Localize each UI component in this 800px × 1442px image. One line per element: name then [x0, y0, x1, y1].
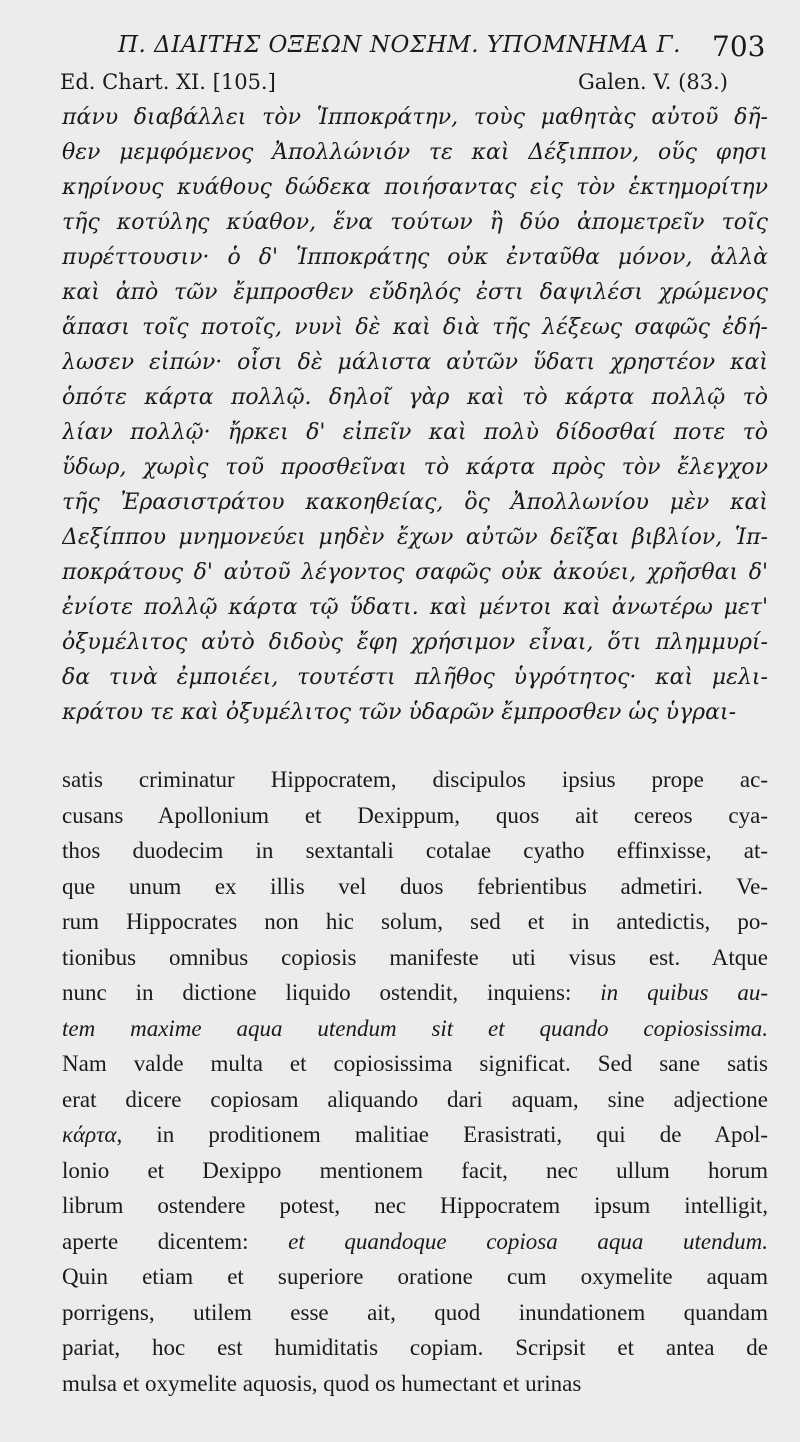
- latin-italic-segment: κάρτα: [62, 1122, 117, 1147]
- greek-line: λωσεν εἰπών· οἷσι δὲ μάλιστα αὐτῶν ὕδατι χρηστέον καὶ: [62, 350, 768, 375]
- running-head: [0, 30, 800, 70]
- greek-line: κράτου τε καὶ ὀξυμέλιτος τῶν ὑδαρῶν ἔμπροσθεν ὡς ὑγραι-: [62, 700, 737, 725]
- latin-line: [62, 975, 768, 1011]
- latin-line: [62, 833, 768, 869]
- greek-line: ἅπασι τοῖς ποτοῖς, νυνὶ δὲ καὶ διὰ τῆς λέξεως σαφῶς ἐδή-: [62, 315, 768, 340]
- latin-segment: , in proditionem malitiae Erasistrati, qui de Apol-: [116, 1122, 768, 1147]
- greek-line: κηρίνους κυάθους δώδεκα ποιήσαντας εἰς τὸν ἑκτημορίτην: [62, 175, 768, 200]
- latin-segment: librum ostendere potest, nec Hippocratem ipsum intelligit,: [62, 1193, 768, 1218]
- latin-line: [62, 1011, 768, 1047]
- greek-line: δα τινὰ ἐμποιέει, τουτέστι πλῆθος ὑγρότητος· καὶ μελι-: [62, 665, 768, 690]
- greek-line: ὕδωρ, χωρὶς τοῦ προσθεῖναι τὸ κάρτα πρὸς τὸν ἔλεγχον: [62, 455, 768, 480]
- greek-line: τῆς Ἐρασιστράτου κακοηθείας, ὃς Ἀπολλωνίου μὲν καὶ: [62, 490, 768, 515]
- edition-galen: Galen. V. (83.): [578, 70, 728, 94]
- latin-line: [62, 869, 768, 905]
- latin-segment: cusans Apollonium et Dexippum, quos ait cereos cya-: [62, 802, 768, 828]
- greek-line: θεν μεμφόμενος Ἀπολλώνιόν τε καὶ Δέξιππον, οὕς φησι: [62, 140, 768, 165]
- latin-text-block: [62, 762, 768, 1401]
- latin-segment: tionibus omnibus copiosis manifeste uti visus est. Atque: [62, 944, 768, 970]
- latin-segment: rum Hippocrates non hic solum, sed et in antedictis, po-: [62, 909, 768, 934]
- page-number: 703: [712, 30, 766, 63]
- edition-reference: [0, 70, 800, 100]
- greek-text-block: [62, 100, 768, 730]
- greek-line: καὶ ἀπὸ τῶν ἔμπροσθεν εὔδηλός ἐστι δαψιλέσι χρώμενος: [62, 280, 768, 305]
- greek-line: ὀξυμέλιτος αὐτὸ διδοὺς ἔφη χρήσιμον εἶναι, ὅτι πλημμυρί-: [62, 630, 768, 655]
- greek-line: λίαν πολλῷ· ἤρκει δ' εἰπεῖν καὶ πολὺ δίδοσθαί ποτε τὸ: [62, 420, 768, 445]
- latin-italic-segment: tem maxime aqua utendum sit et quando copiosissima.: [62, 1015, 768, 1041]
- latin-segment: aperte dicentem:: [62, 1228, 289, 1254]
- latin-line: [62, 904, 768, 940]
- latin-segment: Quin etiam et superiore oratione cum oxymelite aquam: [62, 1264, 768, 1289]
- latin-line: [62, 1295, 768, 1331]
- latin-segment: satis criminatur Hippocratem, discipulos ipsius prope ac-: [62, 767, 768, 792]
- latin-segment: Nam valde multa et copiosissima significat. Sed sane satis: [62, 1051, 768, 1076]
- latin-line: [62, 1224, 768, 1260]
- running-title: Π. ΔΙΑΙΤΗΣ ΟΞΕΩΝ ΝΟΣΗΜ. ΥΠΟΜΝΗΜΑ Γ.: [118, 32, 681, 58]
- edition-chartier: Ed. Chart. XI. [105.]: [60, 70, 276, 94]
- latin-line: [62, 1082, 768, 1118]
- greek-line: Δεξίππου μνημονεύει μηδὲν ἔχων αὐτῶν δεῖξαι βιβλίον, Ἱπ-: [62, 525, 768, 550]
- latin-italic-segment: in quibus au-: [600, 980, 768, 1005]
- greek-line: πυρέττουσιν· ὁ δ' Ἱπποκράτης οὐκ ἐνταῦθα μόνον, ἀλλὰ: [62, 245, 768, 270]
- latin-segment: nunc in dictione liquido ostendit, inquiens:: [62, 980, 601, 1005]
- latin-line: [62, 1046, 768, 1082]
- greek-line: ποκράτους δ' αὐτοῦ λέγοντος σαφῶς οὐκ ἀκούει, χρῆσθαι δ': [62, 560, 768, 585]
- latin-line: [62, 1259, 768, 1295]
- latin-line: [62, 1117, 768, 1153]
- latin-line: [62, 798, 768, 834]
- latin-segment: thos duodecim in sextantali cotalae cyatho effinxisse, at-: [62, 838, 768, 863]
- latin-line: [62, 1330, 768, 1366]
- latin-segment: erat dicere copiosam aliquando dari aquam, sine adjectione: [62, 1086, 768, 1112]
- latin-line: [62, 1366, 768, 1402]
- latin-line: [62, 1153, 768, 1189]
- latin-italic-segment: et quandoque copiosa aqua utendum.: [288, 1228, 768, 1254]
- latin-line: [62, 1188, 768, 1224]
- latin-line: [62, 762, 768, 798]
- latin-segment: que unum ex illis vel duos febrientibus admetiri. Ve-: [62, 873, 768, 899]
- greek-line: πάνυ διαβάλλει τὸν Ἱπποκράτην, τοὺς μαθητὰς αὐτοῦ δῆ-: [62, 105, 768, 130]
- greek-line: ὁπότε κάρτα πολλῷ. δηλοῖ γὰρ καὶ τὸ κάρτα πολλῷ τὸ: [62, 385, 768, 410]
- latin-line: [62, 940, 768, 976]
- latin-segment: lonio et Dexippo mentionem facit, nec ullum horum: [62, 1157, 768, 1183]
- greek-line: τῆς κοτύλης κύαθον, ἕνα τούτων ἢ δύο ἀπομετρεῖν τοῖς: [62, 210, 768, 235]
- greek-line: ἐνίοτε πολλῷ κάρτα τῷ ὕδατι. καὶ μέντοι καὶ ἀνωτέρω μετ': [62, 595, 768, 620]
- latin-segment: pariat, hoc est humiditatis copiam. Scripsit et antea de: [62, 1335, 768, 1360]
- latin-segment: mulsa et oxymelite aquosis, quod os humectant et urinas: [62, 1370, 582, 1396]
- latin-segment: porrigens, utilem esse ait, quod inundationem quandam: [62, 1299, 768, 1325]
